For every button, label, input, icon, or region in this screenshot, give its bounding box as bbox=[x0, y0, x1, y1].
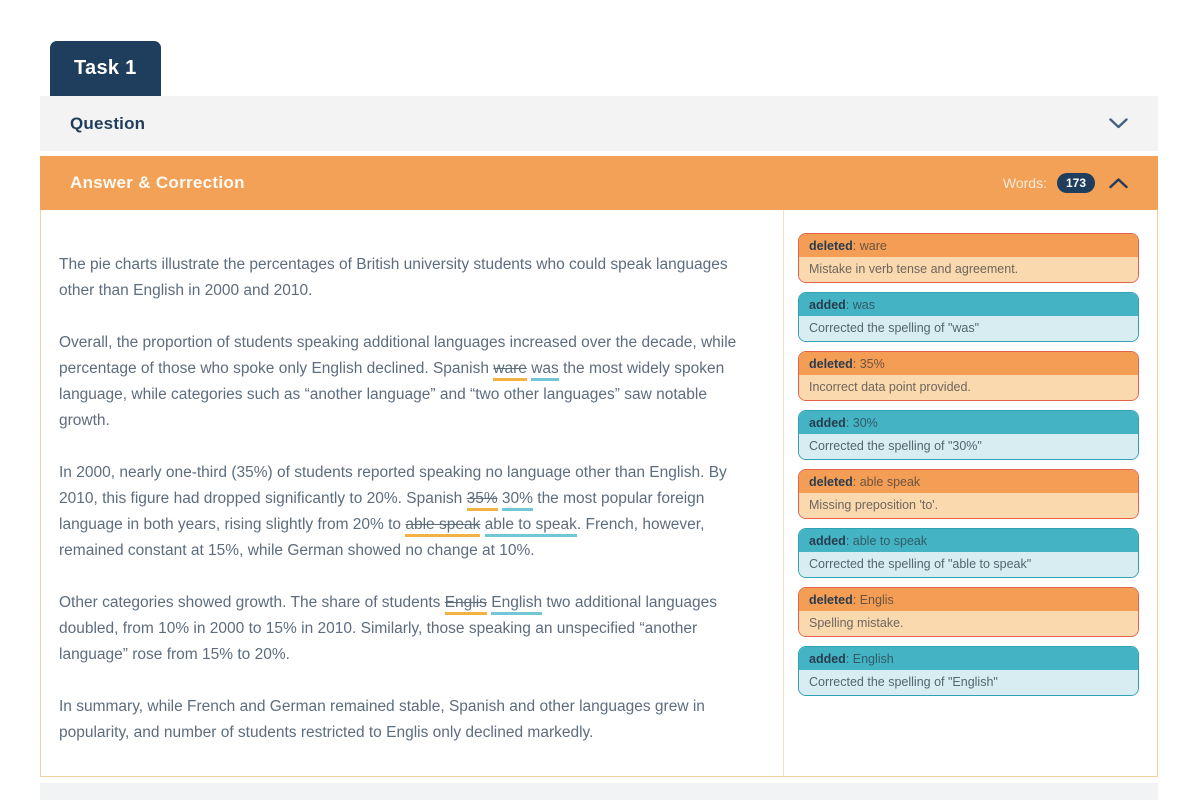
correction-term: : 30% bbox=[845, 416, 878, 430]
deleted-text-mark[interactable]: able speak bbox=[405, 516, 480, 537]
added-text-mark[interactable]: 30% bbox=[502, 490, 533, 511]
deleted-text-mark[interactable]: 35% bbox=[467, 490, 498, 511]
correction-type-label: added bbox=[809, 652, 846, 666]
correction-type-label: deleted bbox=[809, 475, 853, 489]
essay-text-segment: In summary, while French and German remained stable, Spanish and other languages grew in popularity, and number of students restricted to Englis only declined markedly. bbox=[59, 698, 705, 742]
correction-term: : English bbox=[845, 652, 894, 666]
correction-term: : was bbox=[845, 298, 875, 312]
added-correction-card[interactable] bbox=[798, 410, 1139, 460]
essay-text-segment: In 2000, nearly one-third (35%) of students reported speaking no language other than English. By 2010, this figure had dropped significantly to 20%. Spanish bbox=[59, 464, 727, 508]
essay-paragraph bbox=[59, 460, 743, 564]
essay-text bbox=[41, 210, 784, 776]
correction-card-header bbox=[799, 352, 1138, 375]
essay-paragraph bbox=[59, 590, 743, 668]
deleted-correction-card[interactable] bbox=[798, 587, 1139, 637]
correction-term: : Englis bbox=[852, 593, 894, 607]
correction-card-header bbox=[799, 234, 1138, 257]
essay-text-segment: . French, however, remained constant at 15%, while German showed no change at 10%. bbox=[59, 516, 705, 560]
correction-note: Missing preposition 'to'. bbox=[799, 493, 1138, 518]
answer-header-right bbox=[1003, 173, 1128, 193]
words-label: Words: bbox=[1002, 175, 1047, 191]
correction-type-label: deleted bbox=[809, 239, 853, 253]
correction-card-header bbox=[799, 647, 1138, 670]
added-text-mark[interactable]: was bbox=[531, 360, 559, 381]
correction-note: Spelling mistake. bbox=[799, 611, 1138, 636]
correction-type-label: added bbox=[809, 416, 846, 430]
correction-note: Mistake in verb tense and agreement. bbox=[799, 257, 1138, 282]
correction-card-header bbox=[799, 293, 1138, 316]
deleted-text-mark[interactable]: Englis bbox=[445, 594, 487, 615]
essay-text-segment: The pie charts illustrate the percentages of British university students who could speak languages other than English in 2000 and 2010. bbox=[59, 256, 728, 300]
question-title: Question bbox=[70, 113, 146, 133]
correction-card-header bbox=[799, 411, 1138, 434]
deleted-text-mark[interactable]: ware bbox=[493, 360, 527, 381]
correction-term: : able to speak bbox=[845, 534, 928, 548]
correction-note: Corrected the spelling of "able to speak" bbox=[799, 552, 1138, 577]
chevron-up-icon[interactable] bbox=[1109, 178, 1128, 189]
deleted-correction-card[interactable] bbox=[798, 469, 1139, 519]
correction-note: Corrected the spelling of "English" bbox=[799, 670, 1138, 695]
collapsed-section-strip[interactable] bbox=[40, 783, 1158, 800]
question-section-header[interactable] bbox=[40, 96, 1158, 151]
added-text-mark[interactable]: English bbox=[491, 594, 542, 615]
correction-card-header bbox=[799, 470, 1138, 493]
essay-paragraph bbox=[59, 252, 743, 304]
task-tab-label: Task 1 bbox=[74, 57, 137, 79]
correction-type-label: added bbox=[809, 534, 846, 548]
correction-note: Corrected the spelling of "30%" bbox=[799, 434, 1138, 459]
essay-text-segment: the most widely spoken language, while categories such as “another language” and “two other languages” saw notable growth. bbox=[59, 360, 725, 430]
corrections-sidebar bbox=[784, 210, 1157, 776]
chevron-down-icon[interactable] bbox=[1109, 118, 1128, 129]
essay-text-segment: Other categories showed growth. The share of students bbox=[59, 594, 445, 612]
essay-paragraph bbox=[59, 694, 743, 746]
tab-task-1[interactable] bbox=[50, 41, 161, 96]
correction-type-label: deleted bbox=[809, 593, 853, 607]
added-correction-card[interactable] bbox=[798, 292, 1139, 342]
correction-term: : able speak bbox=[852, 475, 921, 489]
essay-text-segment: Overall, the proportion of students speaking additional languages increased over the decade, while percentage of those who spoke only English declined. Spanish bbox=[59, 334, 737, 378]
answer-title: Answer & Correction bbox=[70, 173, 245, 192]
word-count-badge: 173 bbox=[1057, 173, 1095, 193]
essay-text-segment bbox=[480, 516, 484, 533]
answer-section-header[interactable] bbox=[40, 156, 1158, 210]
deleted-correction-card[interactable] bbox=[798, 233, 1139, 283]
correction-card-header bbox=[799, 529, 1138, 552]
essay-text-segment: two additional languages doubled, from 10% in 2000 to 15% in 2010. Similarly, those speaking an unspecified “another language” rose from 15% to 20%. bbox=[59, 594, 718, 664]
answer-body bbox=[40, 210, 1158, 777]
correction-term: : 35% bbox=[852, 357, 885, 371]
added-correction-card[interactable] bbox=[798, 646, 1139, 696]
added-text-mark[interactable]: able to speak bbox=[485, 516, 577, 537]
correction-type-label: added bbox=[809, 298, 846, 312]
deleted-correction-card[interactable] bbox=[798, 351, 1139, 401]
correction-type-label: deleted bbox=[809, 357, 853, 371]
correction-note: Corrected the spelling of "was" bbox=[799, 316, 1138, 341]
added-correction-card[interactable] bbox=[798, 528, 1139, 578]
correction-card-header bbox=[799, 588, 1138, 611]
essay-paragraph bbox=[59, 330, 743, 434]
essay-text-segment: the most popular foreign language in both years, rising slightly from 20% to bbox=[59, 490, 705, 534]
correction-term: : ware bbox=[852, 239, 887, 253]
correction-note: Incorrect data point provided. bbox=[799, 375, 1138, 400]
